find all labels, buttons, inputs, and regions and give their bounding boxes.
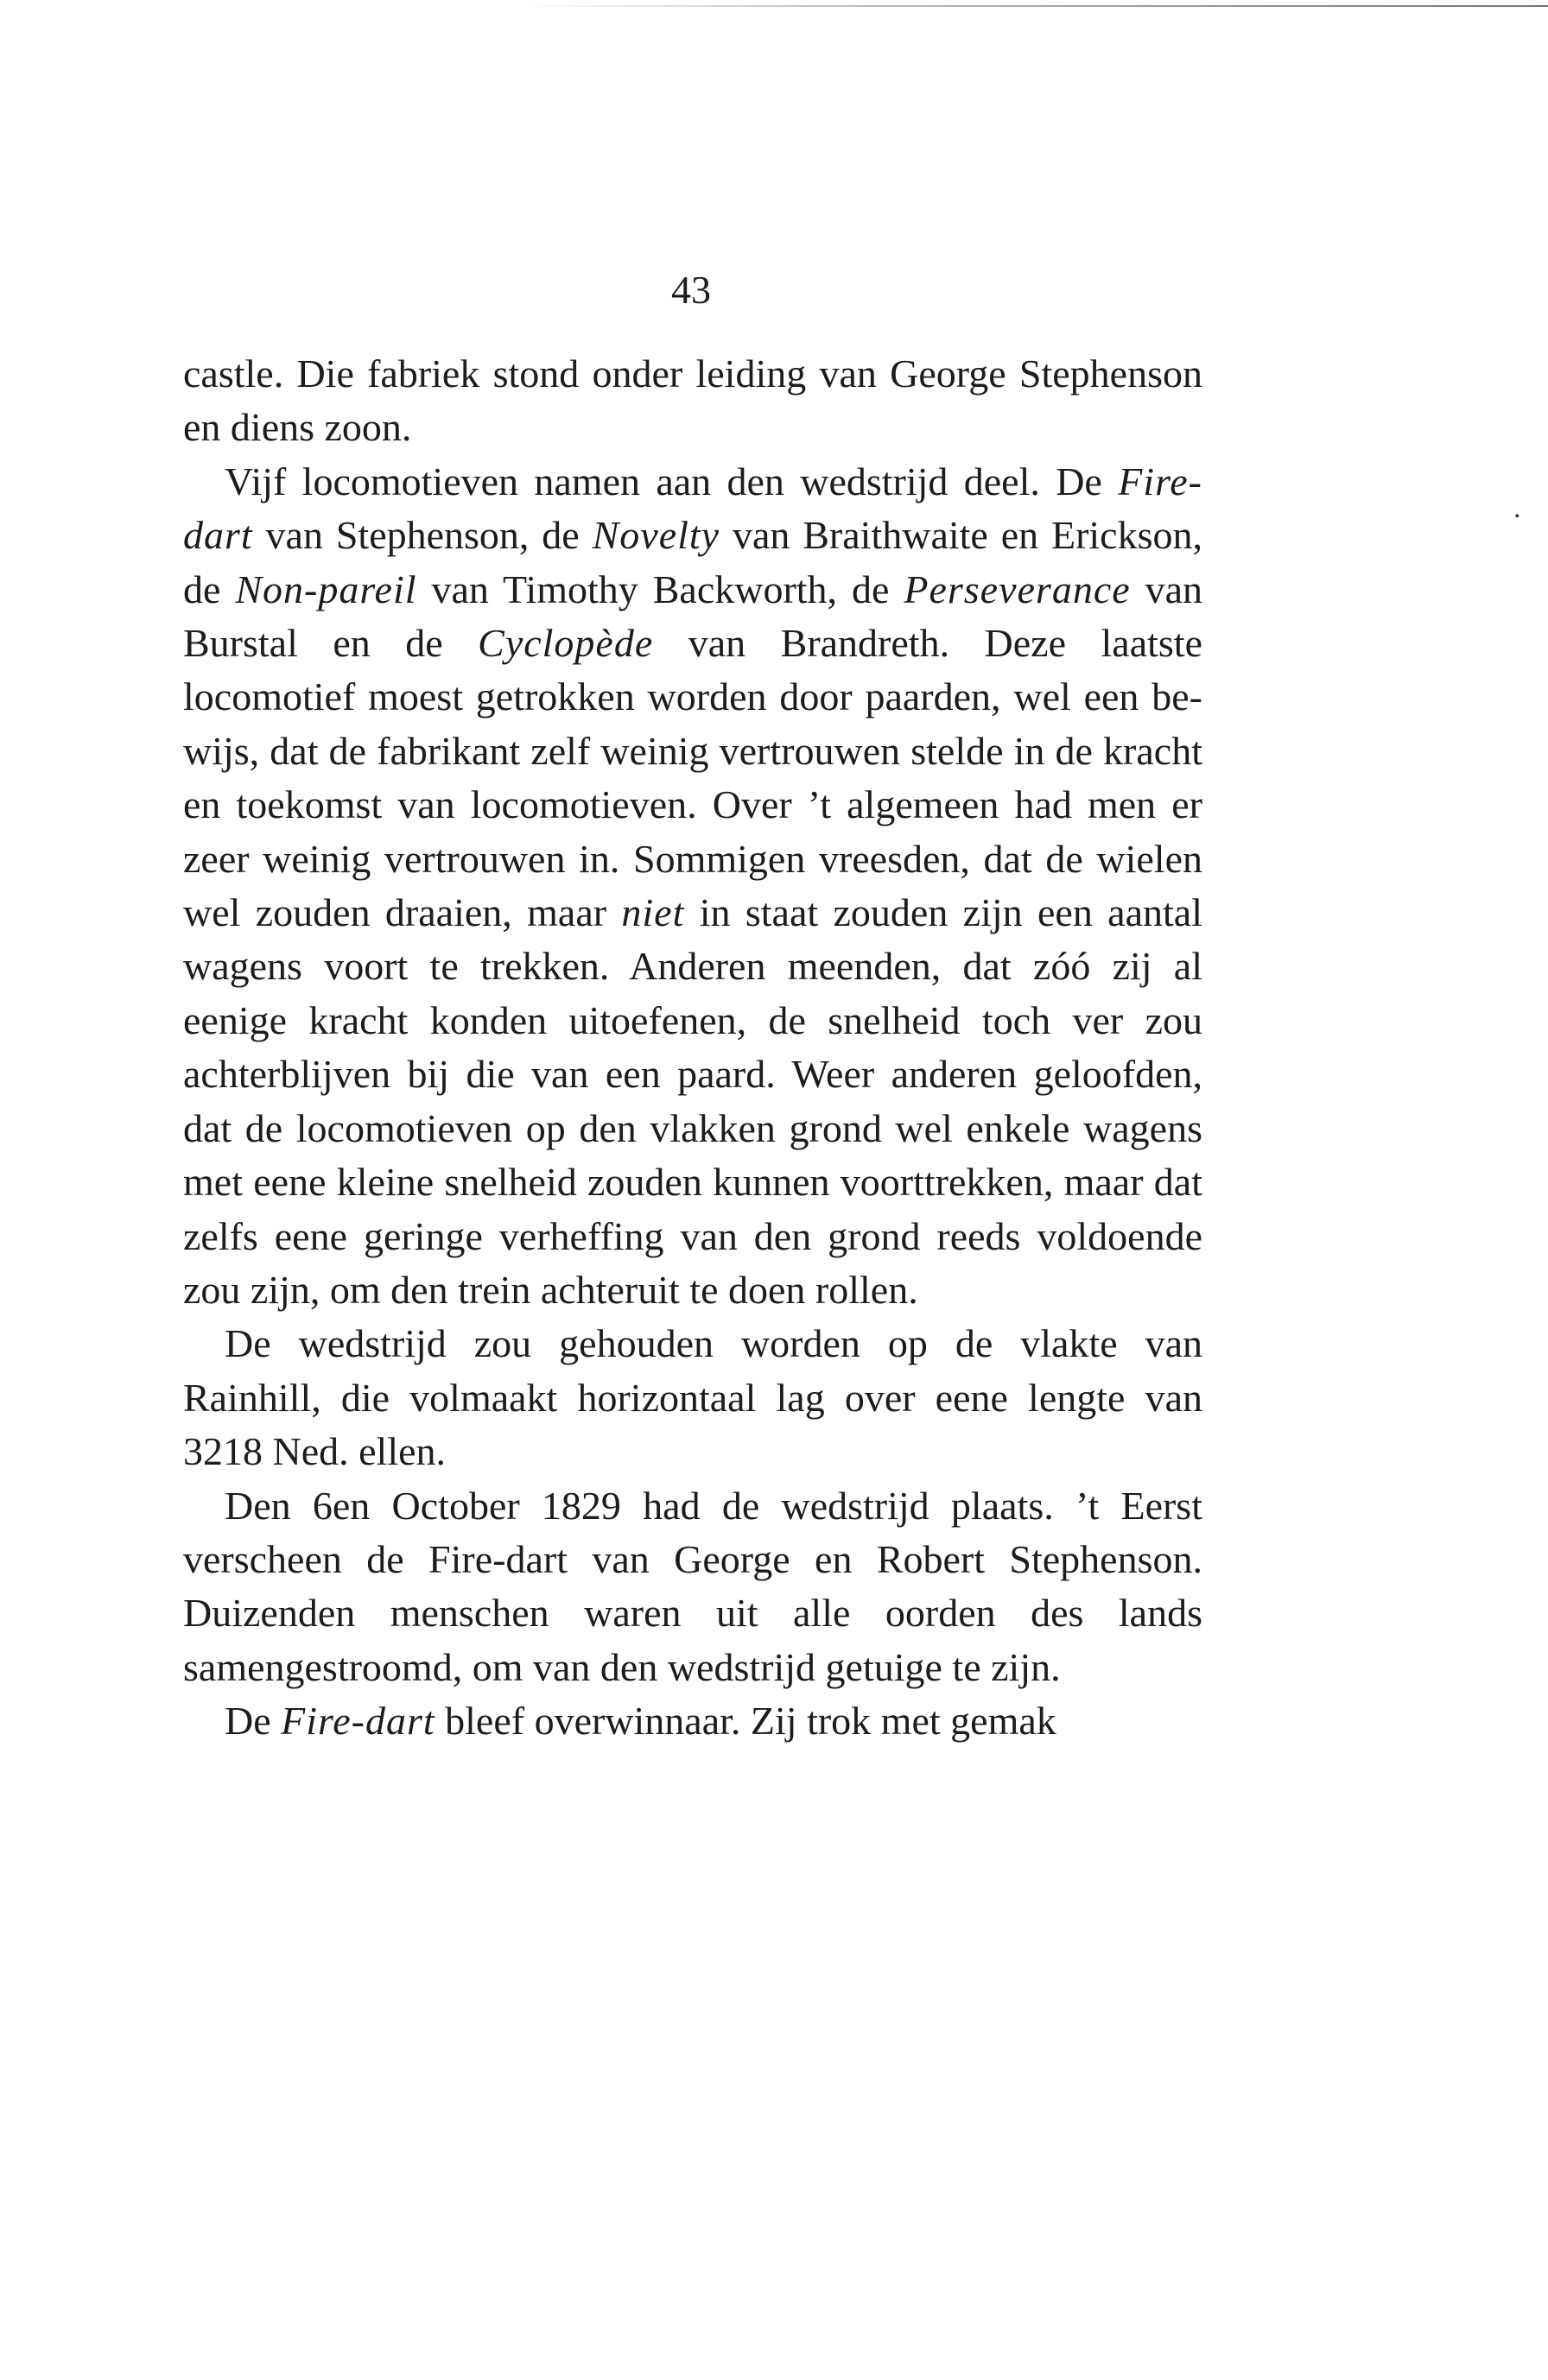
locomotive-name-novelty: Novelty [592,513,720,558]
paragraph-text: van Timothy Backworth, de [416,567,904,611]
body-text [183,347,1202,1749]
paragraph-4 [183,1479,1202,1695]
paragraph-3 [183,1317,1202,1478]
margin-mark: . [1513,492,1521,524]
paragraph-2 [183,455,1202,1318]
page-number: 43 [671,268,711,312]
emphasis-niet: niet [621,890,685,935]
paragraph-text: in staat zouden zijn een aantal wagens voort te trekken. Anderen meenden, dat zóó zij al eenige kracht konden uitoefenen, de snelheid toch ver zou achterblijven bij die van een paard. Weer anderen geloofden, dat de locomotieven op den vlakken grond wel enkele wagens met eene kleine snelheid zouden kunnen voorttrekken, maar dat zelfs eene geringe verheffing van den grond reeds voldoende zou zijn, om den trein achteruit te doen rollen. [183,890,1202,1312]
paragraph-text: van Braithwaite en Erickson, de [183,513,1202,611]
paragraph-5 [183,1694,1202,1748]
paragraph-text: van Stephenson, de [252,513,593,558]
paragraph-text: Vijf locomotieven namen aan den wedstrijd deel. De [225,459,1119,503]
paragraph-1 [183,347,1202,455]
page-top-edge [518,5,1548,7]
paragraph-text: van Burstal en de [183,567,1203,666]
locomotive-name-fire-dart: Fire-dart [183,459,1202,558]
paragraph-text: De wedstrijd zou gehouden worden op de vlakte van Rainhill, die volmaakt horizontaal lag over eene lengte van 3218 Ned. ellen. [183,1321,1202,1474]
locomotive-name-cyclopede: Cyclopède [478,621,654,666]
paragraph-text: Den 6en October 1829 had de wedstrijd plaats. ’t Eerst verscheen de Fire-dart van George en Robert Stephenson. Duizenden menschen waren uit alle oorden des lands samengestroomd, om van den wedstrijd getuige te zijn. [183,1483,1202,1689]
locomotive-name-fire-dart: Fire-dart [281,1699,435,1744]
paragraph-text: De [225,1699,282,1744]
paragraph-text: van Brandreth. Deze laatste locomotief moest getrokken worden door paarden, wel een bewijs, dat de fabrikant zelf weinig vertrouwen stelde in de kracht en toekomst van locomotieven. Over ’t algemeen had men er zeer weinig vertrouwen in. Sommigen vreesden, dat de wielen wel zouden draaien, maar [183,621,1202,935]
locomotive-name-non-pareil: Non-pareil [235,567,417,611]
paragraph-text: castle. Die fabriek stond onder leiding van George Stephenson en diens zoon. [183,351,1202,450]
locomotive-name-perseverance: Perseverance [904,567,1131,611]
paragraph-text: bleef overwinnaar. Zij trok met gemak [435,1699,1056,1744]
